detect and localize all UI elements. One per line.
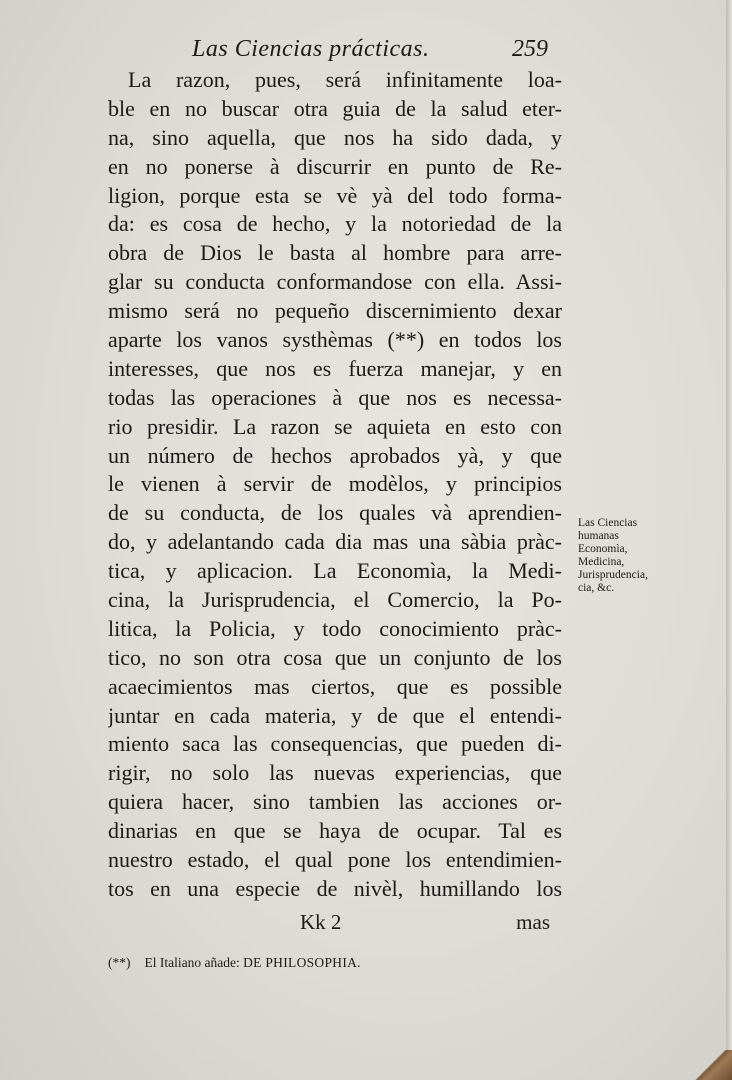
body-line: La razon, pues, será infinitamente loa- bbox=[128, 67, 562, 92]
body-line: quiera hacer, sino tambien las acciones or- bbox=[108, 789, 562, 815]
body-line: en no ponerse à discurrir en punto de Re- bbox=[108, 153, 562, 179]
body-line: todas las operaciones à que nos es necessa- bbox=[108, 384, 562, 410]
running-head bbox=[192, 36, 552, 70]
margin-note bbox=[578, 517, 658, 595]
signature-line bbox=[300, 910, 550, 938]
body-line: da: es cosa de hecho, y la notoriedad de la bbox=[108, 211, 562, 237]
body-text bbox=[108, 66, 562, 904]
body-line: interesses, que nos es fuerza manejar, y en bbox=[108, 355, 562, 381]
footnote-mark: (**) bbox=[108, 955, 131, 970]
body-line: acaecimientos mas ciertos, que es possible bbox=[108, 673, 562, 699]
body-line: na, sino aquella, que nos ha sido dada, y bbox=[108, 124, 562, 150]
body-line: un número de hechos aprobados yà, y que bbox=[108, 442, 562, 468]
page-number: 259 bbox=[512, 36, 548, 62]
body-line: litica, la Policia, y todo conocimiento pràc- bbox=[108, 615, 562, 641]
body-line: do, y adelantando cada dia mas una sàbia pràc- bbox=[108, 529, 562, 555]
body-line: mismo será no pequeño discernimiento dexar bbox=[108, 298, 562, 324]
body-line: aparte los vanos systhèmas (**) en todos los bbox=[108, 327, 562, 353]
body-line: dinarias en que se haya de ocupar. Tal es bbox=[108, 818, 562, 844]
footnote bbox=[108, 955, 528, 971]
margin-note-line: Economìa, bbox=[578, 543, 628, 555]
body-line: ligion, porque esta se vè yà del todo forma- bbox=[108, 182, 562, 208]
body-line: juntar en cada materia, y de que el entendi- bbox=[108, 702, 562, 728]
margin-note-line: Las Ciencias bbox=[578, 517, 638, 529]
running-title: Las Ciencias prácticas. bbox=[192, 36, 430, 62]
footnote-text: El Italiano añade: bbox=[144, 955, 244, 970]
body-line: glar su conducta conformandose con ella. Assi- bbox=[108, 269, 562, 295]
body-line: rigir, no solo las nuevas experiencias, que bbox=[108, 760, 562, 786]
body-line: cina, la Jurisprudencia, el Comercio, la Po- bbox=[108, 587, 562, 613]
margin-note-line: cia, &c. bbox=[578, 582, 615, 594]
body-line: ble en no buscar otra guia de la salud eter- bbox=[108, 95, 562, 121]
body-line: le vienen à servir de modèlos, y principios bbox=[108, 471, 562, 497]
body-line: tos en una especie de nivèl, humillando los bbox=[108, 875, 562, 901]
margin-note-line: Medicina, bbox=[578, 556, 625, 568]
page-edge-shadow bbox=[726, 0, 732, 1080]
body-line: nuestro estado, el qual pone los entendimien- bbox=[108, 847, 562, 873]
body-line: tico, no son otra cosa que un conjunto de los bbox=[108, 644, 562, 670]
printer-signature: Kk 2 bbox=[300, 910, 342, 934]
body-line: de su conducta, de los quales và aprendien- bbox=[108, 500, 562, 526]
margin-note-line: humanas bbox=[578, 530, 619, 542]
body-line: obra de Dios le basta al hombre para arre- bbox=[108, 240, 562, 266]
catchword: mas bbox=[516, 910, 550, 934]
torn-corner bbox=[694, 1050, 732, 1080]
margin-note-line: Jurisprudencia, bbox=[578, 569, 648, 581]
footnote-caps: DE PHILOSOPHIA. bbox=[243, 955, 361, 970]
body-line: tica, y aplicacion. La Economìa, la Medi- bbox=[108, 558, 562, 584]
body-line: miento saca las consequencias, que pueden di- bbox=[108, 731, 562, 757]
body-line: rio presidir. La razon se aquieta en esto con bbox=[108, 413, 562, 439]
